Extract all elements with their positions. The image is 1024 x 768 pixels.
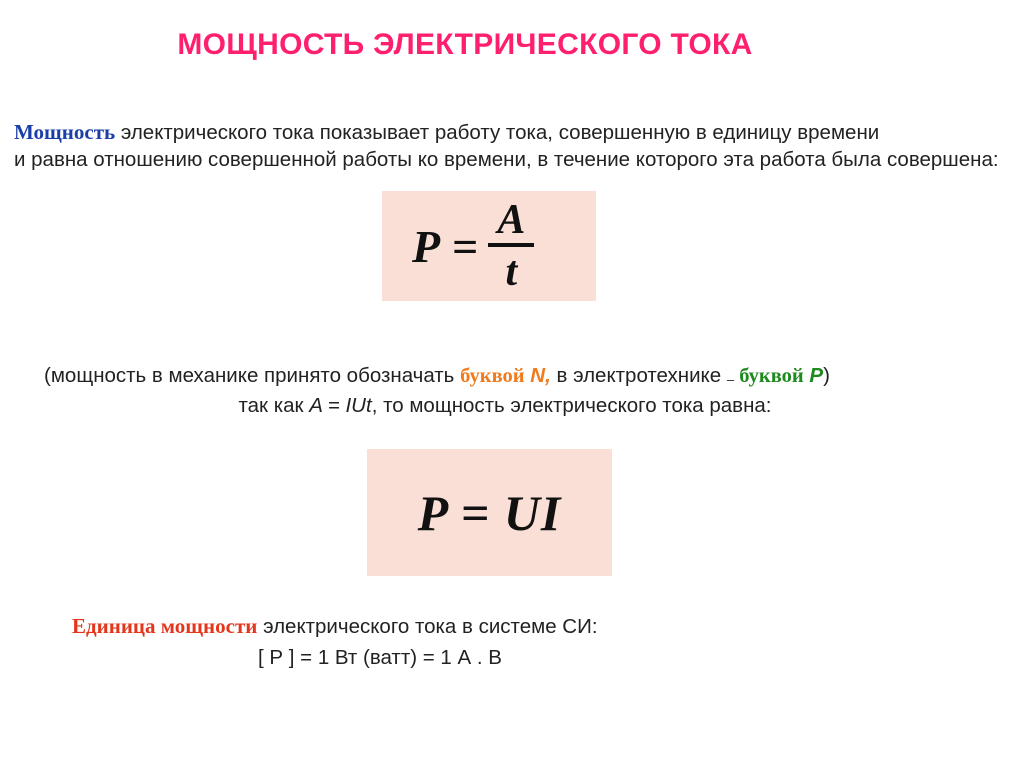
note-orange-word: буквой xyxy=(460,365,525,387)
unit-line-1-text: электрического тока в системе СИ: xyxy=(257,615,598,638)
note-text-1: (мощность в механике принято обозначать xyxy=(44,364,461,387)
unit-line-1 xyxy=(72,612,598,641)
formula2-text: P = UI xyxy=(417,484,562,541)
formula1-fraction xyxy=(488,199,534,293)
note-line-2-prefix: так как xyxy=(238,394,310,417)
formula1-equals: = xyxy=(452,220,479,272)
definition-line-2: и равна отношению совершенной работы ко времени, в течение которого эта работа была совершена: xyxy=(14,148,999,171)
formula1-fraction-bar xyxy=(488,243,534,247)
note-text-2: в электротехнике xyxy=(550,364,727,387)
note-line-2-suffix: , то мощность электрического тока равна: xyxy=(371,394,772,417)
note-dash: – xyxy=(726,372,735,387)
unit-line-2: [ Р ] = 1 Вт (ватт) = 1 А . В xyxy=(258,646,502,669)
page-title: МОЩНОСТЬ ЭЛЕКТРИЧЕСКОГО ТОКА xyxy=(177,28,753,61)
note-green-word: буквой xyxy=(734,365,804,387)
note-letter-p: Р xyxy=(803,364,824,387)
unit-term: Единица мощности xyxy=(72,614,258,638)
formula-power-voltage-current xyxy=(367,449,612,576)
formula1-numerator: A xyxy=(497,197,526,243)
definition-term: Мощность xyxy=(14,120,116,144)
formula1-denominator: t xyxy=(505,249,518,295)
formula1-lhs: P xyxy=(412,220,441,272)
formula-power-work-time xyxy=(382,191,596,301)
note-close-paren: ) xyxy=(823,364,830,387)
definition-line-1 xyxy=(14,118,879,147)
note-line-1 xyxy=(44,362,830,394)
note-line-2-formula: A = IUt xyxy=(309,394,372,417)
definition-line-1-text: электрического тока показывает работу тока, совершенную в единицу времени xyxy=(115,121,880,144)
note-line-2 xyxy=(0,392,1010,420)
note-letter-n: N, xyxy=(524,364,551,387)
